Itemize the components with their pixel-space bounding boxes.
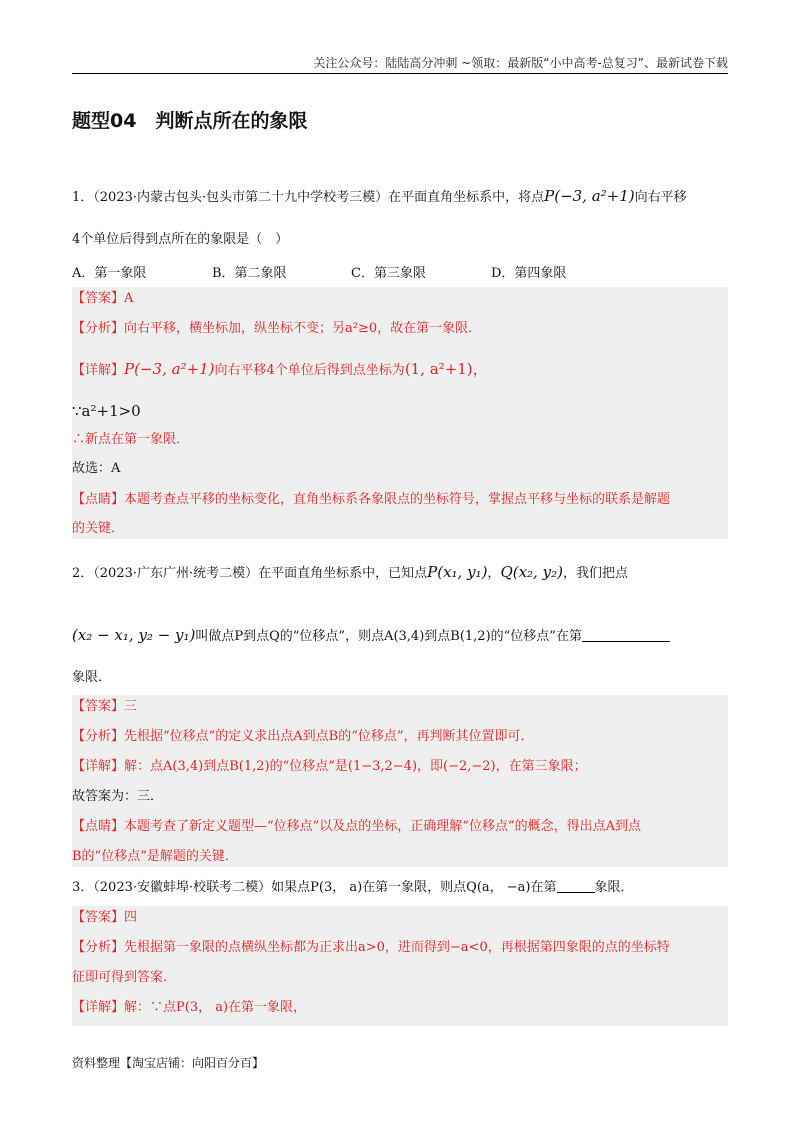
q2-stem-line2 (72, 626, 670, 646)
q1-point: P(−3, a²+1) (544, 187, 635, 205)
q1-stem-a: 1．（2023·内蒙古包头·包头市第二十九中学校考三模）在平面直角坐标系中，将点 (72, 190, 545, 205)
q1-comment-line1: 【点睛】本题考查点平移的坐标变化，直角坐标系各象限点的坐标符号，掌握点平移与坐标的联系是解题 (72, 492, 671, 507)
q1-option-a: A．第一象限 (72, 266, 147, 281)
q2-answer: 【答案】三 (72, 699, 138, 714)
q3-analysis-line1: 【分析】先根据第一象限的点横纵坐标都为正求出a>0，进而得到−a<0，再根据第四象限的点的坐标特 (72, 940, 670, 955)
q1-answer: 【答案】A (72, 291, 134, 306)
q1-therefore: ∴新点在第一象限． (72, 432, 190, 447)
q1-detail (72, 360, 488, 380)
q2-comment-line1: 【点睛】本题考查了新定义题型—“位移点”以及点的坐标，正确理解“位移点”的概念，得出点A到点 (72, 819, 641, 834)
q2-comment-line2: B的“位移点”是解题的关键． (72, 849, 238, 864)
q3-answer: 【答案】四 (72, 910, 138, 925)
q2-sep: ， (487, 566, 501, 581)
q2-point-q: Q(x₂, y₂) (500, 563, 563, 581)
q1-choose: 故选：A (72, 461, 121, 476)
q2-stem-a: 2．（2023·广东广州·统考二模）在平面直角坐标系中，已知点 (72, 566, 428, 581)
q3-stem (72, 878, 634, 897)
q2-displacement-formula: (x₂ − x₁, y₂ − y₁) (72, 626, 196, 644)
q2-stem-line1 (72, 563, 628, 583)
q2-point-p: P(x₁, y₁) (427, 563, 488, 581)
q2-detail: 【详解】解：点A(3,4)到点B(1,2)的“位移点”是(1−3,2−4)，即(−2,−2)，在第三象限； (72, 759, 587, 774)
q3-stem-b: 象限． (594, 880, 634, 895)
q1-analysis: 【分析】向右平移，横坐标加，纵坐标不变；另a²≥0，故在第一象限． (72, 321, 482, 336)
q3-answer-blank[interactable] (557, 878, 595, 893)
q1-stem-line1 (72, 187, 687, 207)
q1-option-b: B．第二象限 (212, 266, 287, 281)
q1-because: ∵a²+1>0 (72, 402, 141, 420)
section-title: 题型04 判断点所在的象限 (72, 110, 308, 132)
page-header: 关注公众号：陆陆高分冲刺 ~领取：最新版“小中高考-总复习”、最新试卷下载 (313, 56, 728, 70)
q1-comment-line2: 的关键． (72, 521, 125, 536)
q1-detail-text: 向右平移4个单位后得到点坐标为 (214, 363, 405, 378)
page-footer: 资料整理【淘宝店铺：向阳百分百】 (72, 1056, 265, 1070)
q2-stem-b: ，我们把点 (562, 566, 628, 581)
q1-detail-result: (1, a²+1)， (404, 360, 488, 378)
q2-solution-panel (72, 695, 728, 867)
q3-analysis-line2: 征即可得到答案． (72, 970, 177, 985)
header-divider (72, 73, 728, 74)
q1-stem-b: 向右平移 (634, 190, 687, 205)
q2-stem-text: 叫做点P到点Q的“位移点”，则点A(3,4)到点B(1,2)的“位移点”在第 (195, 629, 582, 644)
q1-option-c: C．第三象限 (351, 266, 426, 281)
q3-stem-a: 3．（2023·安徽蚌埠·校联考二模）如果点P(3， a)在第一象限，则点Q(a， −a)在第 (72, 880, 557, 895)
q2-conclusion: 故答案为：三． (72, 789, 164, 804)
q3-detail: 【详解】解：∵点P(3， a)在第一象限， (72, 1000, 307, 1015)
q2-analysis: 【分析】先根据“位移点”的定义求出点A到点B的“位移点”，再判断其位置即可． (72, 729, 534, 744)
q2-answer-blank[interactable] (582, 627, 670, 642)
q1-detail-point: P(−3, a²+1) (124, 360, 215, 378)
q1-detail-label: 【详解】 (72, 363, 125, 378)
q1-option-d: D．第四象限 (491, 266, 567, 281)
q2-stem-line3: 象限． (72, 670, 112, 685)
q1-stem-line2: 4个单位后得到点所在的象限是（ ） (72, 232, 289, 247)
